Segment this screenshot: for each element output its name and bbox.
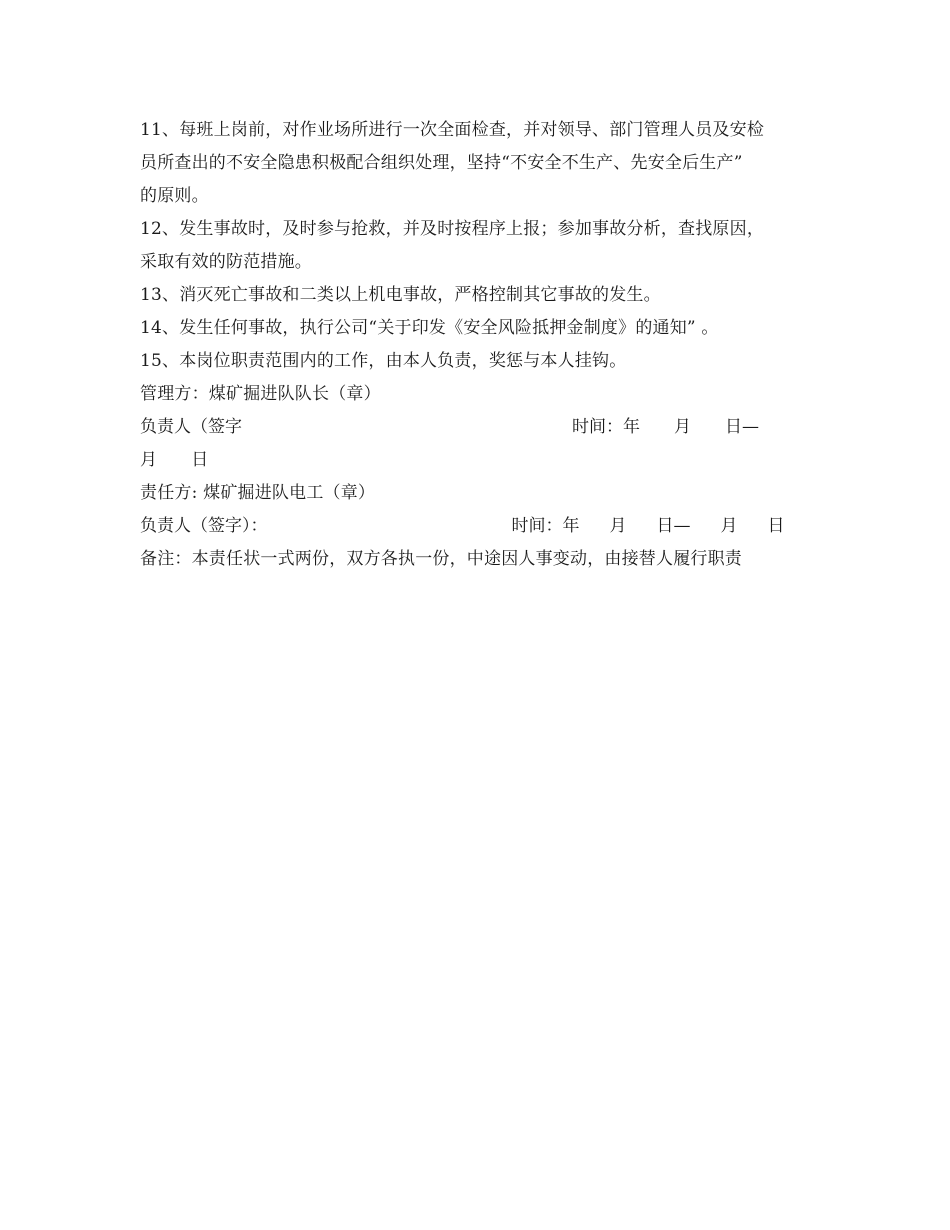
- management-party: 管理方：煤矿掘进队队长（章）: [140, 384, 381, 404]
- responsibility-month-end: 月: [720, 516, 738, 536]
- item-15: 15、本岗位职责范围内的工作，由本人负责，奖惩与本人挂钩。: [140, 351, 627, 371]
- item-13: 13、消灭死亡事故和二类以上机电事故，严格控制其它事故的发生。: [140, 285, 661, 305]
- document-body: [140, 114, 820, 576]
- item-11-line-3: 的原则。: [140, 186, 209, 206]
- item-14: 14、发生任何事故，执行公司“关于印发《安全风险抵押金制度》的通知” 。: [140, 318, 719, 338]
- responsibility-month-start: 月: [609, 516, 627, 536]
- responsibility-signer-label: 负责人（签字）：: [140, 516, 268, 536]
- responsibility-time: [512, 510, 785, 543]
- responsibility-day-start: 日—: [656, 516, 691, 536]
- management-time-end: [140, 444, 820, 477]
- management-sign-row: [140, 411, 820, 444]
- item-12-line-2: 采取有效的防范措施。: [140, 252, 312, 272]
- management-day-end: 日: [191, 450, 209, 470]
- responsibility-time-label: 时间：年: [511, 516, 580, 536]
- management-signer-label: 负责人（签字: [140, 417, 242, 437]
- responsibility-day-end: 日: [767, 516, 785, 536]
- management-month-end: 月: [140, 450, 158, 470]
- note: 备注：本责任状一式两份，双方各执一份，中途因人事变动，由接替人履行职责: [140, 549, 742, 569]
- responsibility-sign-row: [140, 510, 820, 543]
- item-11-line-2: 员所查出的不安全隐患积极配合组织处理，坚持“不安全不生产、先安全后生产”: [140, 153, 743, 173]
- item-12-line-1: 12、发生事故时，及时参与抢救，并及时按程序上报；参加事故分析，查找原因，: [140, 219, 765, 239]
- management-time: [572, 411, 759, 444]
- management-day-start: 日—: [725, 417, 759, 437]
- management-month-start: 月: [674, 417, 691, 437]
- item-11-line-1: 11、每班上岗前，对作业场所进行一次全面检查，并对领导、部门管理人员及安检: [140, 120, 765, 140]
- management-time-label: 时间：年: [572, 417, 640, 437]
- responsibility-party: 责任方: 煤矿掘进队电工（章）: [140, 483, 376, 503]
